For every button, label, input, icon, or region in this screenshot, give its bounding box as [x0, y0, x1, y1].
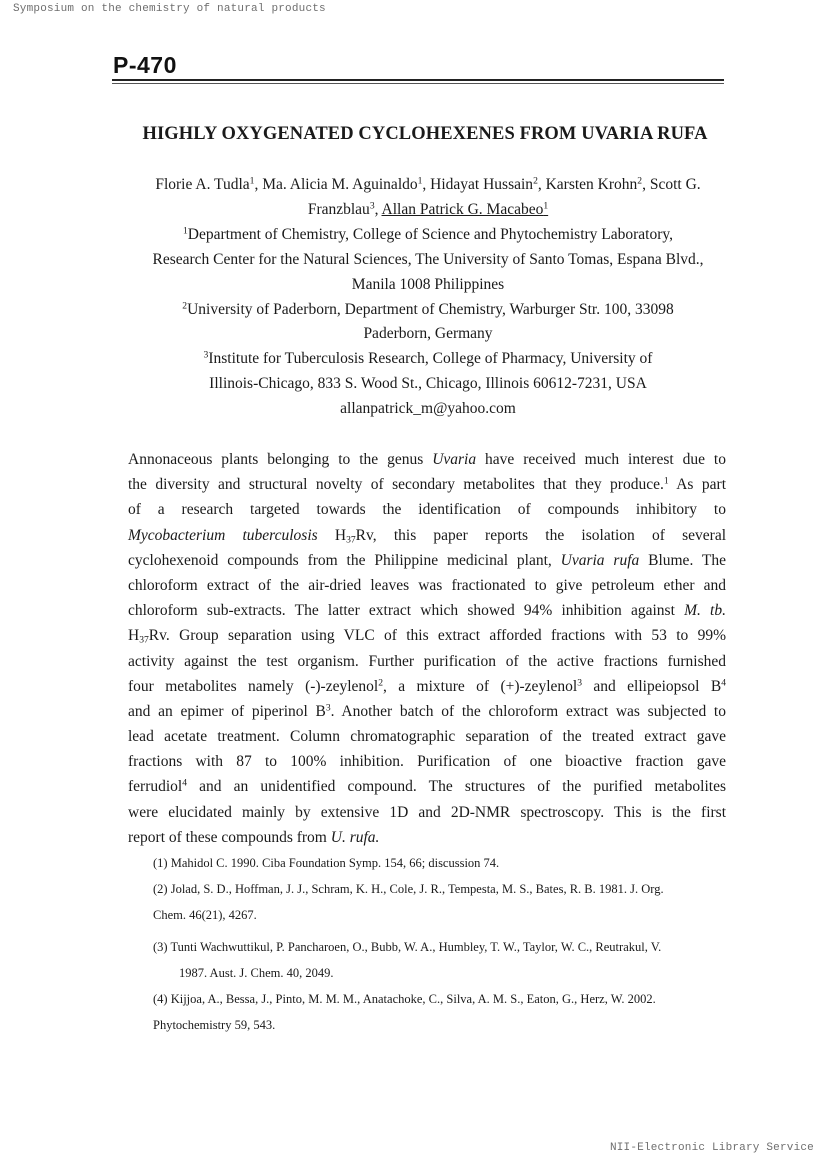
- reference-item: (1) Mahidol C. 1990. Ciba Foundation Symp. 154, 66; discussion 74.: [153, 856, 500, 870]
- corresponding-author-name: Allan Patrick G. Macabeo: [381, 200, 544, 218]
- reference-item: (2) Jolad, S. D., Hoffman, J. J., Schram, K. H., Cole, J. R., Tempesta, M. S., Bates, R. B. 1981. J. Org.: [153, 882, 664, 896]
- author-name: Florie A. Tudla: [155, 176, 250, 193]
- affiliation-text: Department of Chemistry, College of Science and Phytochemistry Laboratory,: [187, 225, 674, 243]
- citation-marker: 1: [663, 475, 669, 487]
- citation-marker: 3: [577, 677, 582, 689]
- reference-item: (4) Kijjoa, A., Bessa, J., Pinto, M. M. M., Anatachoke, C., Silva, A. M. S., Eaton, G., Herz, W. 2002.: [153, 992, 656, 1006]
- citation-marker: 4: [721, 677, 726, 689]
- affiliation-1-line-3: Manila 1008 Philippines: [351, 275, 505, 293]
- author-name: , Scott G.: [642, 176, 701, 193]
- affiliation-marker: 1: [249, 175, 255, 187]
- abstract-line: were elucidated mainly by extensive 1D and 2D-NMR spectroscopy. This is the first: [128, 803, 726, 821]
- genus-name: Uvaria: [432, 451, 477, 468]
- corresponding-author: [382, 201, 549, 218]
- poster-number: P-470: [113, 52, 177, 78]
- abstract-line: Annonaceous plants belonging to the genus Uvaria have received much interest due to: [128, 451, 726, 468]
- abstract-line: cyclohexenoid compounds from the Philippine medicinal plant, Uvaria rufa Blume. The: [128, 551, 726, 569]
- affiliation-marker: 1: [417, 175, 423, 187]
- species-name: U. rufa.: [330, 828, 380, 846]
- citation-marker: 3: [325, 702, 331, 714]
- abstract-line: $H_{37}Rv$. Group separation using VLC of this extract afforded fractions with 53 to 99%: [128, 627, 726, 646]
- page-header: Symposium on the chemistry of natural products: [13, 3, 326, 15]
- reference-item-continued: 1987. Aust. J. Chem. 40, 2049.: [179, 966, 334, 980]
- affiliation-marker: 2: [637, 175, 643, 187]
- abstract-body: [128, 447, 726, 850]
- paper-title: HIGHLY OXYGENATED CYCLOHEXENES FROM UVARIA RUFA: [142, 124, 708, 144]
- affiliation-marker: 2: [182, 300, 188, 312]
- abstract-line: and an epimer of piperinol $B^3$. Another batch of the chloroform extract was subjected to: [128, 702, 726, 720]
- contact-email: allanpatrick_m@yahoo.com: [340, 400, 516, 418]
- affiliation-2-line-2: Paderborn, Germany: [363, 325, 493, 343]
- abstract-line: four metabolites namely (-)-zeylenol$^2$, a mixture of (+)-zeylenol$^3$ and ellipeiopsol $B^4$: [128, 677, 726, 695]
- species-name: Mycobacterium tuberculosis: [128, 526, 318, 544]
- author-line-2: [110, 198, 746, 223]
- abstract-line: report of these compounds from U. rufa.: [128, 828, 380, 846]
- citation-marker: 2: [378, 677, 384, 689]
- affiliation-3-line-1: [110, 347, 746, 372]
- affiliation-1-line-1: [110, 223, 746, 248]
- abstract-line: activity against the test organism. Further purification of the active fractions furnished: [128, 652, 726, 670]
- reference-item: (3) Tunti Wachwuttikul, P. Pancharoen, O., Bubb, W. A., Humbley, T. W., Taylor, W. C., Reutrakul, V.: [153, 940, 662, 954]
- author-name: , Karsten Krohn: [537, 176, 638, 193]
- species-name: M. tb.: [684, 602, 726, 620]
- affiliation-marker: 3: [203, 350, 209, 362]
- author-name: , Hidayat Hussain: [422, 176, 534, 193]
- author-separator: ,: [374, 200, 382, 218]
- abstract-line: chloroform extract of the air-dried leaves was fractionated to give petroleum ether and: [128, 576, 726, 594]
- author-block: [110, 173, 746, 422]
- author-name: Franzblau: [307, 200, 370, 218]
- citation-marker: 4: [182, 778, 188, 790]
- author-line-1: [110, 173, 746, 198]
- header-rule: [112, 79, 724, 81]
- reference-list: [153, 850, 733, 1038]
- affiliation-marker: 1: [543, 200, 549, 212]
- affiliation-3-line-2: Illinois-Chicago, 833 S. Wood St., Chicago, Illinois 60612-7231, USA: [209, 375, 647, 393]
- reference-item-continued: Chem. 46(21), 4267.: [153, 908, 257, 922]
- author-name: , Ma. Alicia M. Aguinaldo: [254, 176, 418, 193]
- abstract-line: chloroform sub-extracts. The latter extract which showed 94% inhibition against M. tb.: [128, 602, 726, 620]
- species-name: Uvaria rufa: [560, 551, 640, 569]
- abstract-line: Mycobacterium tuberculosis $H_{37}Rv$, this paper reports the isolation of several: [128, 526, 727, 545]
- abstract-line: fractions with 87 to 100% inhibition. Purification of one bioactive fraction gave: [128, 753, 726, 771]
- abstract-line: ferrudiol$^4$ and an unidentified compound. The structures of the purified metabolites: [128, 778, 726, 796]
- reference-item-continued: Phytochemistry 59, 543.: [153, 1018, 276, 1032]
- abstract-line: of a research targeted towards the identification of compounds inhibitory to: [128, 501, 726, 519]
- affiliation-1-line-2: Research Center for the Natural Sciences, The University of Santo Tomas, Espana Blvd.,: [152, 250, 704, 268]
- affiliation-marker: 3: [369, 200, 375, 212]
- affiliation-marker: 1: [182, 225, 188, 237]
- affiliation-marker: 2: [533, 175, 538, 187]
- affiliation-2-line-1: [110, 298, 746, 323]
- header-rule-thin: [112, 83, 724, 84]
- page-footer: NII-Electronic Library Service: [609, 1142, 814, 1154]
- affiliation-text: Institute for Tuberculosis Research, College of Pharmacy, University of: [208, 350, 653, 368]
- affiliation-text: University of Paderborn, Department of Chemistry, Warburger Str. 100, 33098: [187, 300, 674, 318]
- abstract-line: the diversity and structural novelty of secondary metabolites that they produce.$^1$ As part: [128, 475, 726, 494]
- abstract-line: lead acetate treatment. Column chromatographic separation of the treated extract gave: [128, 728, 726, 746]
